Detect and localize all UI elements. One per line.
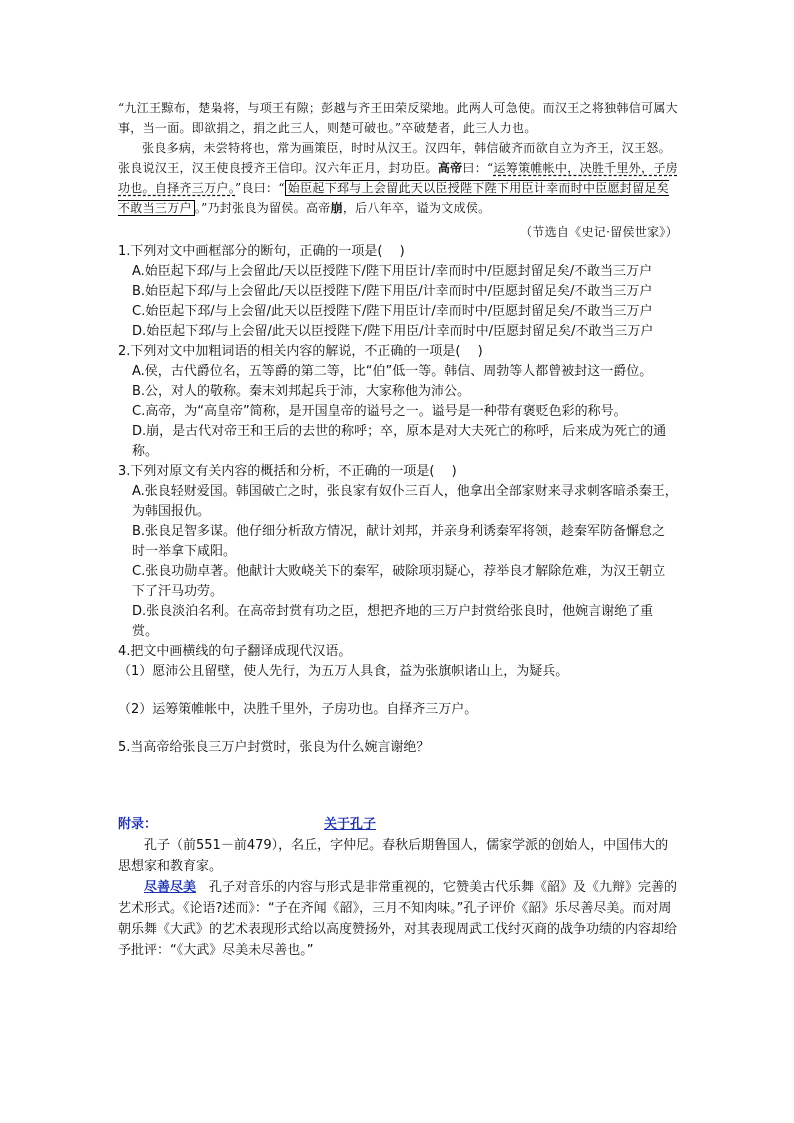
appendix-intro: 孔子（前551－前479），名丘，字仲尼。春秋后期鲁国人，儒家学派的创始人，中国伟大的思想家和教育家。 [118, 838, 669, 874]
passage-source: （节选自《史记·留侯世家》） [519, 225, 678, 239]
passage-text: ”良曰：“ [235, 181, 285, 195]
document-page [118, 98, 678, 961]
translation-item-2: （2）运筹策帷帐中，决胜千里外，子房功也。自择齐三万户。 [118, 702, 478, 717]
question-stem: 5.当高帝给张良三万户封赏时，张良为什么婉言谢绝？ [118, 740, 430, 755]
question-5 [118, 738, 678, 758]
appendix [118, 814, 678, 961]
passage-paragraph-2 [118, 138, 678, 218]
question-4 [118, 642, 678, 738]
question-stem: 3.下列对原文有关内容的概括和分析，不正确的一项是( ) [118, 464, 457, 479]
appendix-label: 附录： [118, 817, 158, 832]
option-d: D.崩，是古代对帝王和王后的去世的称呼；卒，原本是对大夫死亡的称呼，后来成为死亡的通称。 [132, 424, 667, 459]
question-1 [118, 242, 678, 342]
option-c: C.始臣起下邳/与上会留/此天以臣授陛下/陛下用臣计/幸而时中/臣愿封留足矣/不敢当三万户 [132, 304, 653, 319]
answer-space [118, 758, 678, 814]
boxed-sentence: 始臣起下邳与上会留此天以臣授陛下陛下用臣计幸而时中臣愿封留足矣不敢当三万户 [118, 181, 670, 215]
question-stem: 4.把文中画横线的句子翻译成现代汉语。 [118, 644, 352, 659]
question-3 [118, 462, 678, 642]
appendix-body [118, 877, 678, 961]
passage-text: ，后八年卒，谥为文成侯。 [342, 201, 491, 215]
passage-text: 。”乃封张良为留侯。高帝 [194, 201, 331, 215]
question-stem: 2.下列对文中加粗词语的相关内容的解说，不正确的一项是( ) [118, 344, 483, 359]
question-2 [118, 342, 678, 462]
bold-term-beng: 崩 [330, 201, 343, 215]
option-a: A.侯，古代爵位名，五等爵的第二等，比“伯”低一等。韩信、周勃等人都曾被封这一爵位。 [132, 364, 653, 379]
classical-passage [118, 98, 678, 242]
answer-space [118, 682, 678, 700]
option-d: D.张良淡泊名利。在高帝封赏有功之臣，想把齐地的三万户封赏给张良时，他婉言谢绝了重赏。 [132, 604, 654, 639]
option-b: B.张良足智多谋。他仔细分析敌方情况，献计刘邦，并亲身利诱秦军将领，趁秦军防备懈怠之时一举拿下咸阳。 [132, 524, 666, 559]
appendix-header [118, 814, 678, 835]
appendix-body-text: 孔子对音乐的内容与形式是非常重视的，它赞美古代乐舞《韶》及《九辩》完善的艺术形式。《论语?述而》：“子在齐闻《韶》，三月不知肉味。”孔子评价《韶》乐尽善尽美。而对周朝乐舞《大武》的艺术表现形式给以高度赞扬外，对其表现周武工伐纣灭商的战争功绩的内容却给予批评：“《大武》尽美未尽善也。” [118, 880, 678, 958]
option-a: A.张良轻财爱国。韩国破亡之时，张良家有奴仆三百人，他拿出全部家财来寻求刺客暗杀秦王，为韩国报仇。 [132, 484, 678, 519]
option-c: C.张良功勋卓著。他献计大败峣关下的秦军，破除项羽疑心，荐举良才解除危难，为汉王朝立下了汗马功劳。 [132, 564, 666, 599]
option-a: A.始臣起下邳/与上会留此/天以臣授陛下/陛下用臣计/幸而时中/臣愿封留足矣/不敢当三万户 [132, 264, 653, 279]
option-d: D.始臣起下邳/与上会留/此天以臣授陛下/陛下用臣/计幸而时中/臣愿封留足矣/不敢当三万户 [132, 324, 654, 339]
option-b: B.始臣起下邳/与上会留此/天以臣授陛下/陛下用臣/计幸而时中/臣愿封留足矣/不敢当三万户 [132, 284, 653, 299]
option-b: B.公，对人的敬称。秦末刘邦起兵于沛，大家称他为沛公。 [132, 384, 471, 399]
translation-item-1: （1）愿沛公且留壁，使人先行，为五万人具食，益为张旗帜诸山上，为疑兵。 [118, 664, 569, 679]
appendix-term: 尽善尽美 [144, 880, 197, 895]
option-c: C.高帝，为“高皇帝”简称，是开国皇帝的谥号之一。谥号是一种带有褒贬色彩的称号。 [132, 404, 627, 419]
passage-text: 张良多病，未尝特将也，常为画策臣，时时从汉王。汉四年，韩信破齐而欲自立为齐王，汉王怒。张良说汉王，汉王使良授齐王信印。汉六年正月，封功臣。 [118, 141, 671, 175]
passage-text: 曰：“ [462, 161, 494, 175]
question-stem: 1.下列对文中画框部分的断句，正确的一项是( ) [118, 244, 405, 259]
passage-paragraph-1: “九江王黥布，楚枭将，与项王有隙；彭越与齐王田荣反梁地。此两人可急使。而汉王之将独韩信可属大事，当一面。即欲捐之，捐之此三人，则楚可破也。”卒破楚者，此三人力也。 [118, 101, 678, 135]
bold-term-gaodi: 高帝 [437, 161, 463, 175]
appendix-title: 关于孔子 [324, 817, 377, 832]
answer-space [118, 720, 678, 738]
underlined-sentence: 运筹策帷帐中，决胜千里外，子房功也。自择齐三万户。 [118, 161, 678, 195]
